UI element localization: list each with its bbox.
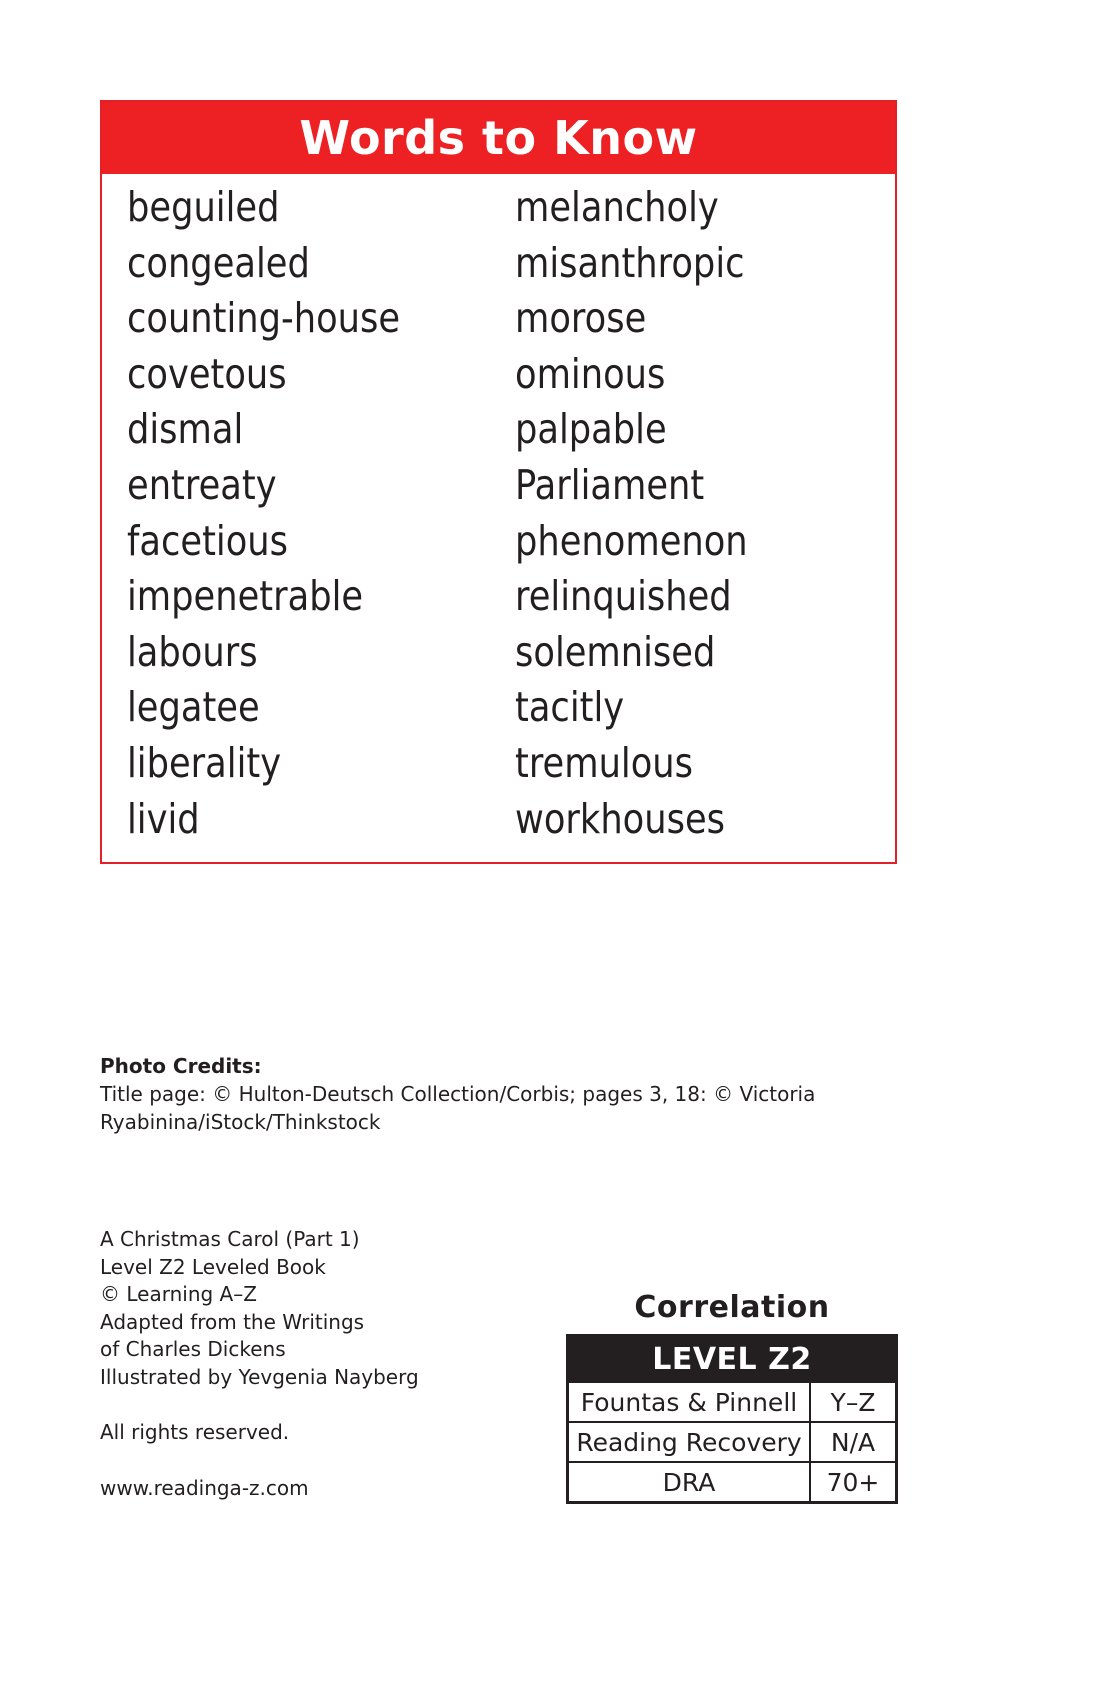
adapted-line: of Charles Dickens	[100, 1337, 286, 1361]
word-item: covetous	[127, 349, 287, 398]
word-item: entreaty	[127, 460, 277, 509]
book-level: Level Z2 Leveled Book	[100, 1254, 326, 1279]
word-item: phenomenon	[515, 516, 748, 565]
word-item: liberality	[127, 738, 282, 787]
correlation-value: 70+	[826, 1467, 880, 1497]
word-item: tremulous	[515, 738, 694, 787]
photo-credits-label: Photo Credits:	[100, 1054, 262, 1078]
word-item: dismal	[127, 405, 244, 454]
word-item: counting-house	[127, 294, 401, 343]
correlation-title: Correlation	[634, 1290, 830, 1325]
word-item: livid	[127, 794, 200, 843]
correlation-system: Fountas & Pinnell	[569, 1383, 811, 1421]
word-list-left	[127, 180, 445, 847]
copyright: © Learning A–Z	[100, 1282, 257, 1306]
word-item: misanthropic	[515, 238, 745, 287]
correlation-system: DRA	[569, 1463, 811, 1501]
book-title: A Christmas Carol (Part 1)	[100, 1227, 360, 1251]
adapted-line: Adapted from the Writings	[100, 1309, 365, 1334]
word-item: relinquished	[515, 572, 732, 621]
website-url: www.readinga-z.com	[100, 1475, 309, 1500]
word-item: congealed	[127, 238, 310, 287]
word-item: palpable	[515, 405, 667, 454]
photo-credits-line: Ryabinina/iStock/Thinkstock	[100, 1110, 381, 1134]
word-item: melancholy	[515, 183, 719, 231]
word-item: solemnised	[515, 627, 716, 676]
correlation-value: Y–Z	[830, 1387, 876, 1417]
word-item: ominous	[515, 349, 666, 398]
photo-credits	[100, 1052, 860, 1136]
word-item: workhouses	[515, 794, 726, 843]
word-item: impenetrable	[127, 572, 364, 621]
word-item: morose	[515, 294, 647, 343]
words-to-know-box	[100, 100, 897, 864]
rights-statement: All rights reserved.	[100, 1420, 290, 1444]
word-item: facetious	[127, 516, 289, 565]
correlation-row	[569, 1421, 895, 1461]
correlation-row	[569, 1461, 895, 1501]
correlation-value: N/A	[830, 1427, 876, 1457]
correlation-level: LEVEL Z2	[569, 1337, 895, 1381]
correlation-system: Reading Recovery	[569, 1423, 811, 1461]
words-to-know-title: Words to Know	[102, 102, 895, 174]
word-item: labours	[127, 627, 258, 676]
illustrator: Illustrated by Yevgenia Nayberg	[100, 1364, 419, 1389]
correlation-row	[569, 1381, 895, 1421]
photo-credits-line: Title page: © Hulton-Deutsch Collection/Corbis; pages 3, 18: © Victoria	[100, 1082, 816, 1106]
word-item: legatee	[127, 683, 260, 732]
word-item: tacitly	[515, 683, 625, 732]
word-item: Parliament	[515, 460, 705, 509]
word-item: beguiled	[127, 183, 280, 231]
word-list-right	[515, 180, 786, 847]
correlation-table	[566, 1334, 898, 1504]
colophon	[100, 1226, 419, 1502]
